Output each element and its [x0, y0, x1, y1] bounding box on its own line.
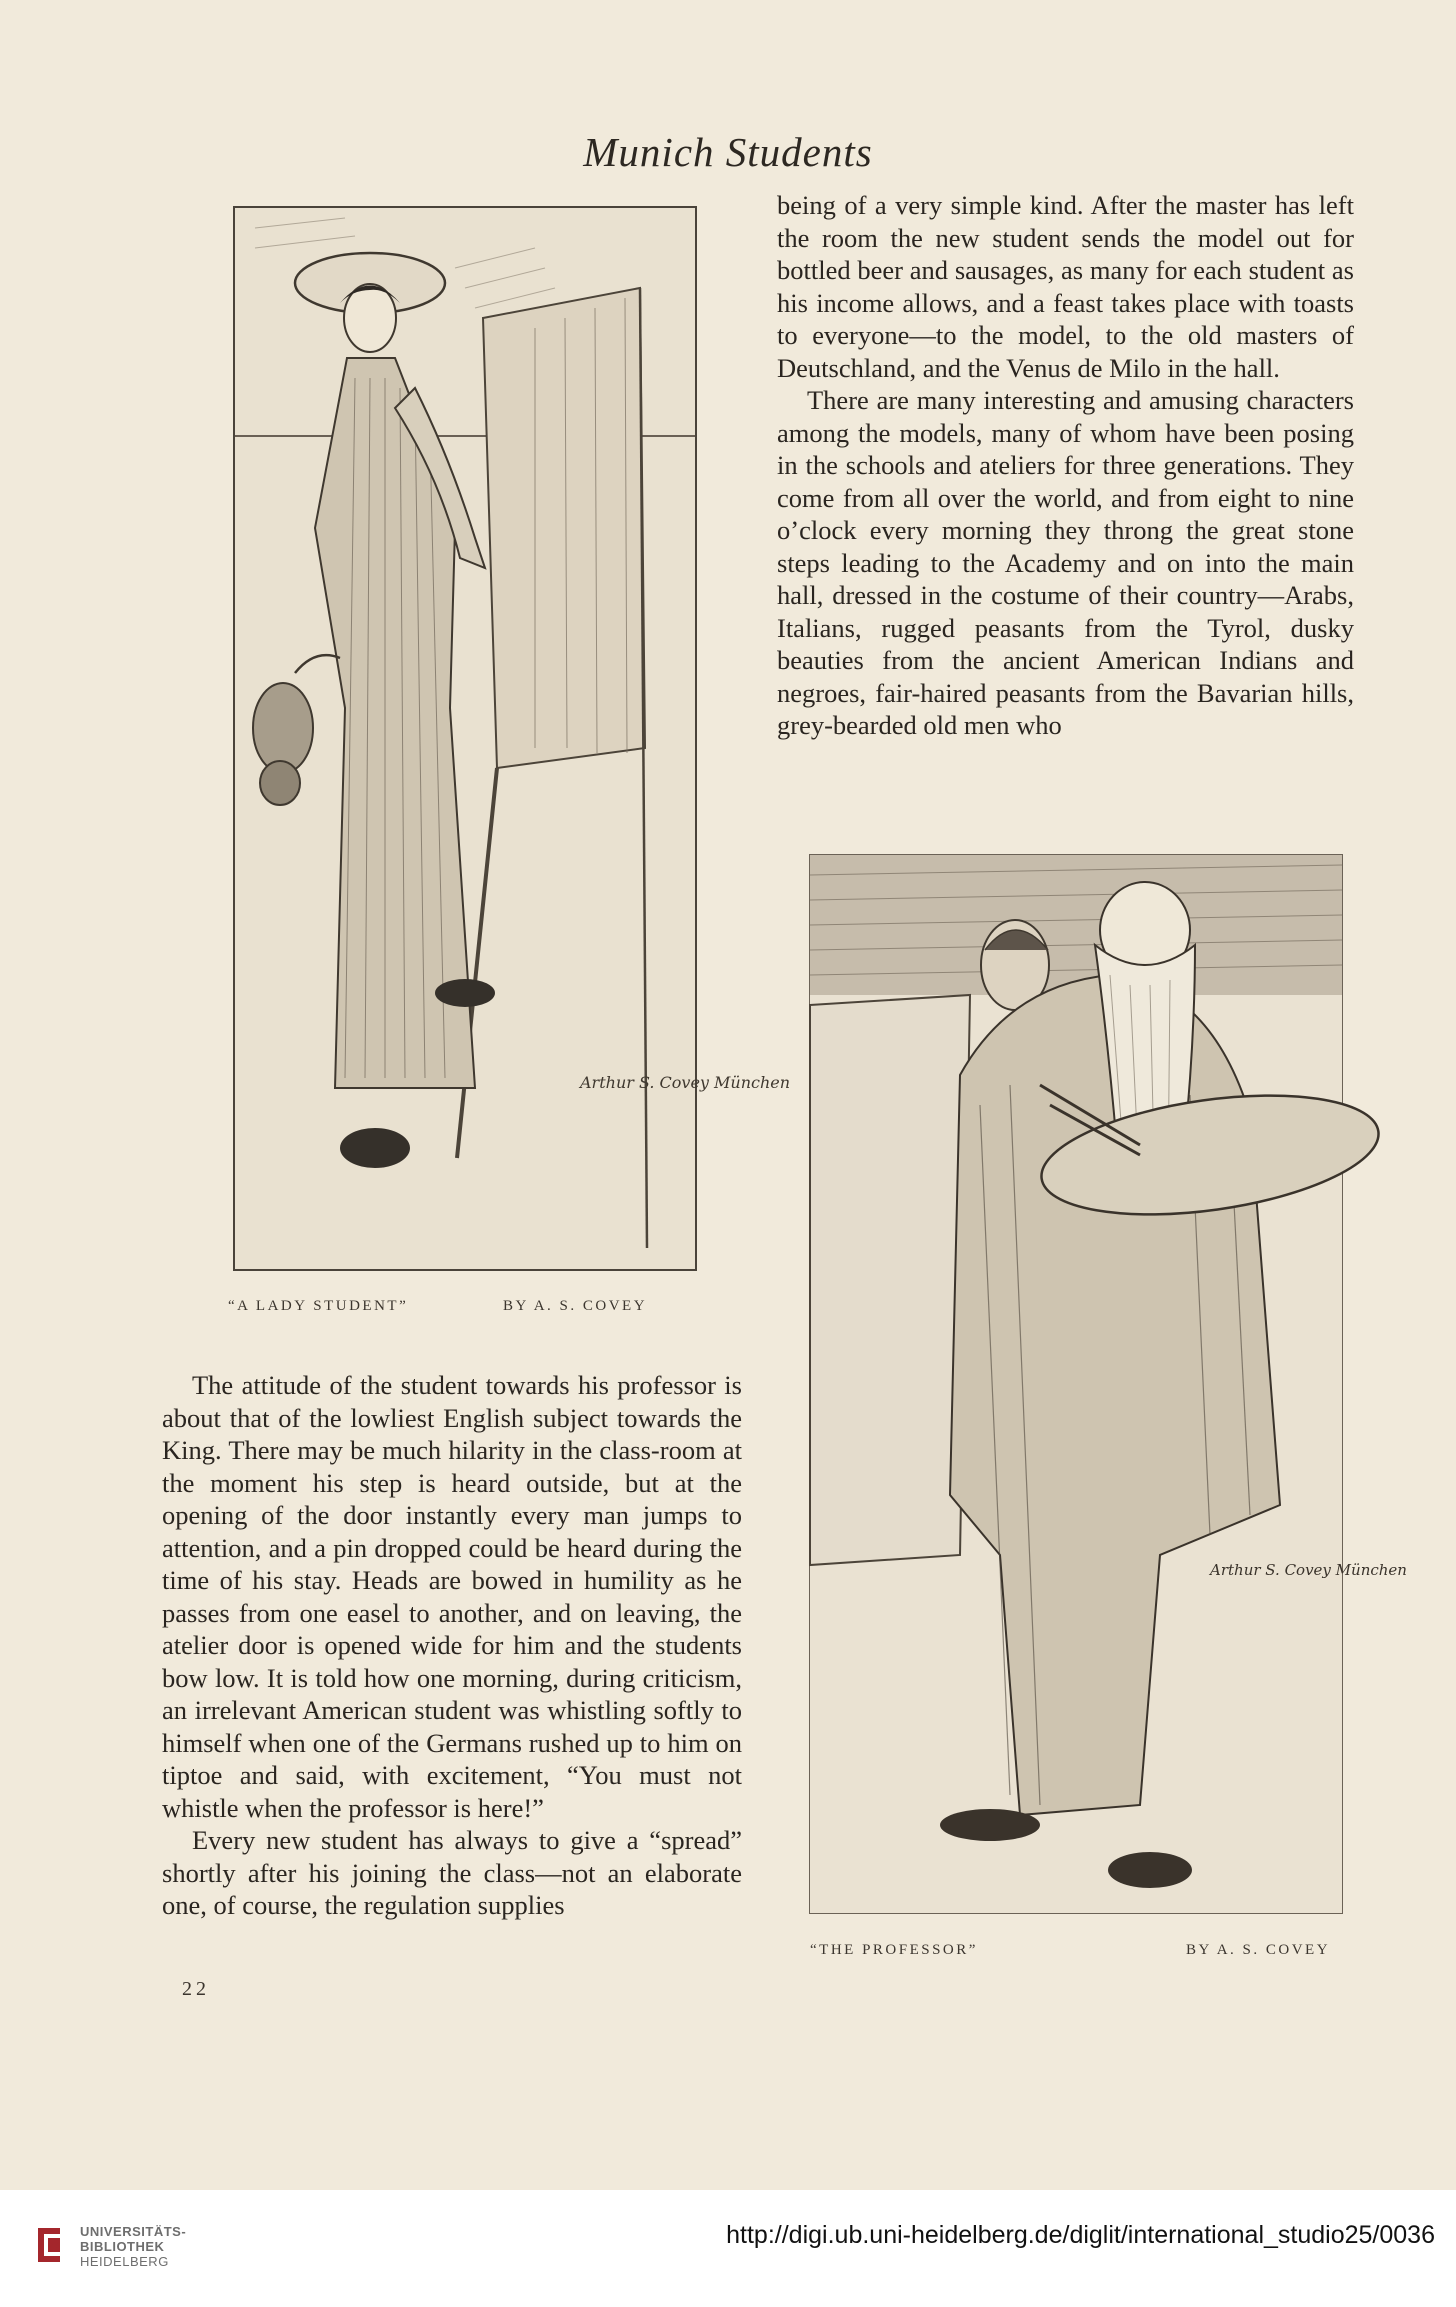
- paragraph: Every new student has always to give a “spread” shortly after his joining the class—not an elaborate one, of course, the regulation supplies: [162, 1825, 742, 1920]
- library-logo-icon: [34, 2224, 64, 2266]
- source-url-link[interactable]: http://digi.ub.uni-heidelberg.de/diglit/international_studio25/0036: [726, 2221, 1435, 2249]
- left-column-bottom-text: [162, 1369, 742, 1922]
- illustration-professor: [809, 854, 1407, 1914]
- library-line-3: HEIDELBERG: [80, 2254, 169, 2269]
- page-number: 22: [182, 1978, 210, 2000]
- paragraph: being of a very simple kind. After the master has left the room the new student sends the model out for bottled beer and sausages, as many for each student as his income allows, and a feast takes place with toasts to everyone—to the model, to the old masters of Deutschland, and the Venus de Milo in the hall.: [777, 190, 1354, 383]
- paragraph: There are many interesting and amusing characters among the models, many of whom have been posing in the schools and ateliers for three generations. They come from all over the world, and from eight to nine o’clock every morning they throng the great stone steps leading to the Academy and on into the main hall, dressed in the costume of their country—Arabs, Italians, rugged peasants from the Tyrol, dusky beauties from the ancient American Indians and negroes, fair-haired peasants from the Bavarian hills, grey-bearded old men who: [777, 385, 1354, 740]
- lady-student-caption-artist: BY A. S. COVEY: [503, 1298, 648, 1314]
- library-line-2: BIBLIOTHEK: [80, 2239, 165, 2254]
- lady-student-drawing: [235, 208, 791, 1269]
- lady-student-caption-title: “A LADY STUDENT”: [228, 1298, 409, 1314]
- right-column-top-text: [777, 189, 1354, 742]
- illustration-lady-student: [233, 206, 791, 1271]
- professor-caption-title: “THE PROFESSOR”: [810, 1942, 978, 1958]
- paragraph: The attitude of the student towards his professor is about that of the lowliest English subject towards the King. There may be much hilarity in the class-room at the moment his step is heard outside, but at the opening of the door instantly every man jumps to attention, and a pin dropped could be heard during the time of his stay. Heads are bowed in humility as he passes from one easel to another, and on leaving, the atelier door is opened wide for him and the students bow low. It is told how one morning, during criticism, an irrelevant American student was whistling softly to himself when one of the Germans rushed up to him on tiptoe and said, with excitement, “You must not whistle when the professor is here!”: [162, 1370, 742, 1823]
- professor-drawing: [810, 855, 1407, 1913]
- professor-caption-artist: BY A. S. COVEY: [1186, 1942, 1331, 1958]
- library-name: [80, 2224, 186, 2269]
- lady-student-signature: Arthur S. Covey München: [580, 1073, 791, 1092]
- professor-signature: Arthur S. Covey München: [1210, 1561, 1407, 1579]
- library-line-1: UNIVERSITÄTS-: [80, 2224, 187, 2239]
- running-title: Munich Students: [583, 129, 873, 175]
